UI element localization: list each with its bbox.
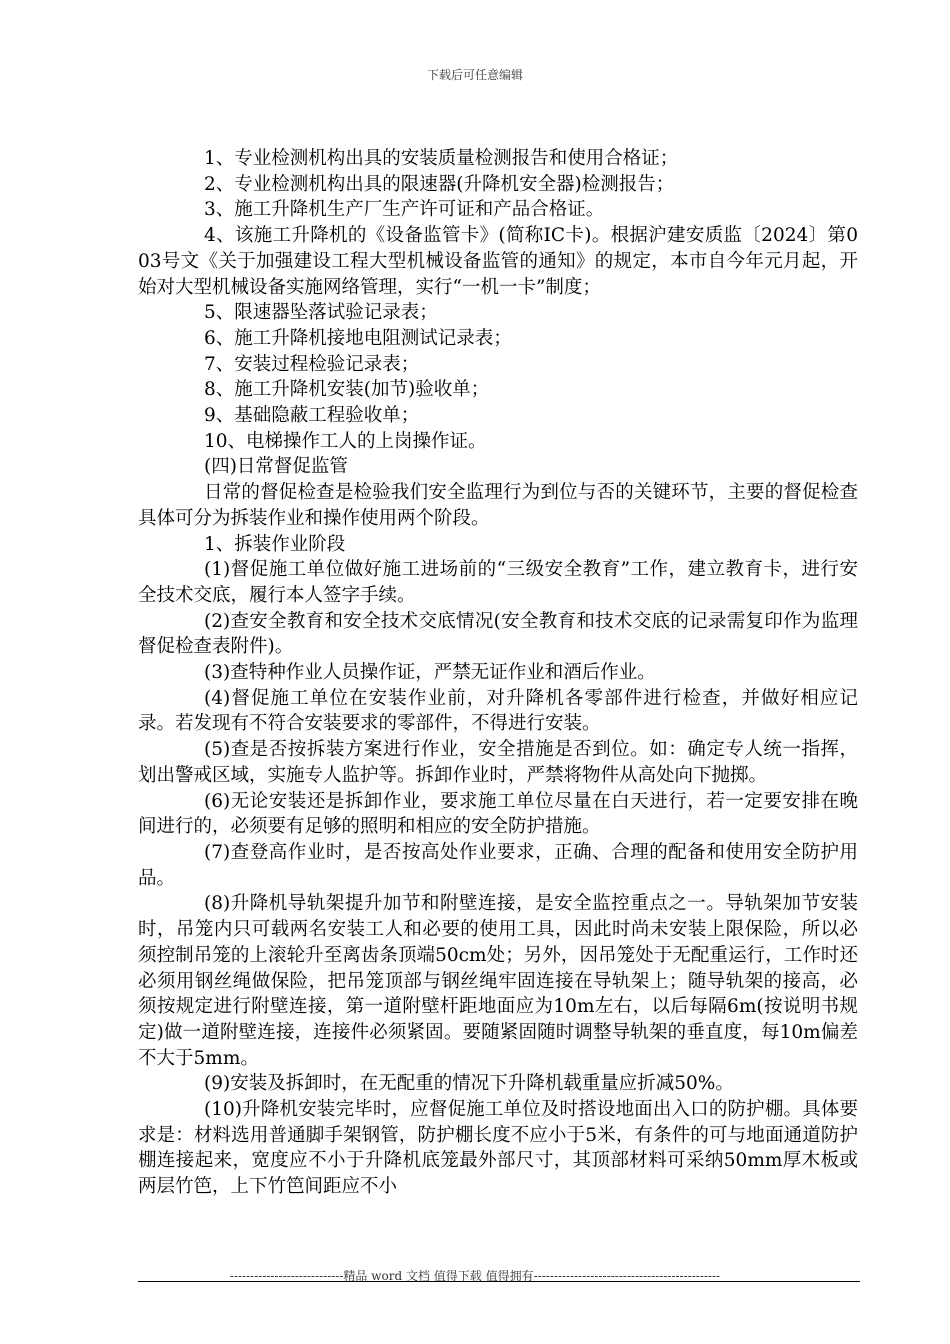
paragraph: (7)查登高作业时，是否按高处作业要求，正确、合理的配备和使用安全防护用品。 [138,841,858,889]
paragraph: (9)安装及拆卸时，在无配重的情况下升降机载重量应折减50%。 [204,1073,734,1095]
paragraph: (2)查安全教育和安全技术交底情况(安全教育和技术交底的记录需复印作为监理督促检查表附件)。 [138,610,858,658]
paragraph: 1、专业检测机构出具的安装质量检测报告和使用合格证； [204,148,679,169]
page-header: 下载后可任意编辑 [426,68,523,82]
paragraph: 5、限速器坠落试验记录表； [204,302,438,324]
subsection-heading: 1、拆装作业阶段 [204,533,346,555]
document-body [138,146,858,1200]
paragraph: 9、基础隐蔽工程验收单； [204,405,420,427]
paragraph: (8)升降机导轨架提升加节和附壁连接，是安全监控重点之一。导轨架加节安装时，吊笼内只可载两名安装工人和必要的使用工具，因此时尚未安装上限保险，所以必须控制吊笼的上滚轮升至离齿条顶端50cm处；另外，因吊笼处于无配重运行，工作时还必须用钢丝绳做保险，把吊笼顶部与钢丝绳牢固连接在导轨架上；随导轨架的接高，必须按规定进行附壁连接，第一道附壁杆距地面应为10m左右，以后每隔6m(按说明书规定)做一道附壁连接，连接件必须紧固。要随紧固随时调整导轨架的垂直度，每10m偏差不大于5mm。 [138,893,858,1069]
paragraph: 日常的督促检查是检验我们安全监理行为到位与否的关键环节，主要的督促检查具体可分为拆装作业和操作使用两个阶段。 [138,482,858,529]
footer-divider [138,1281,860,1282]
paragraph: (10)升降机安装完毕时，应督促施工单位及时搭设地面出入口的防护棚。具体要求是：材料选用普通脚手架钢管，防护棚长度不应小于5米，有条件的可与地面通道防护棚连接起来，宽度应不小于升降机底笼最外部尺寸，其顶部材料可采纳50mm厚木板或两层竹笆，上下竹笆间距应不小 [138,1099,858,1198]
paragraph: 4、该施工升降机的《设备监管卡》(简称IC卡)。根据沪建安质监〔2024〕第003号文《关于加强建设工程大型机械设备监管的通知》的规定，本市自今年元月起，开始对大型机械设备实施网络管理，实行“一机一卡”制度； [138,225,858,298]
paragraph: (4)督促施工单位在安装作业前，对升降机各零部件进行检查，并做好相应记录。若发现有不符合安装要求的零部件，不得进行安装。 [138,687,858,735]
paragraph: (3)查特种作业人员操作证，严禁无证作业和酒后作业。 [204,662,656,684]
paragraph: 7、安装过程检验记录表； [204,353,420,375]
paragraph: 10、电梯操作工人的上岗操作证。 [204,430,487,452]
paragraph: (5)查是否按拆装方案进行作业，安全措施是否到位。如：确定专人统一指挥，划出警戒区域，实施专人监护等。拆卸作业时，严禁将物件从高处向下抛掷。 [138,739,858,786]
section-heading: (四)日常督促监管 [204,456,348,478]
paragraph: 2、专业检测机构出具的限速器(升降机安全器)检测报告； [204,173,675,195]
paragraph: 6、施工升降机接地电阻测试记录表； [204,327,512,349]
paragraph: (1)督促施工单位做好施工进场前的“三级安全教育”工作，建立教育卡，进行安全技术交底，履行本人签字手续。 [138,559,858,606]
paragraph: (6)无论安装还是拆卸作业，要求施工单位尽量在白天进行，若一定要安排在晚间进行的，必须要有足够的照明和相应的安全防护措施。 [138,790,858,838]
paragraph: 3、施工升降机生产厂生产许可证和产品合格证。 [204,199,605,221]
paragraph: 8、施工升降机安装(加节)验收单； [204,379,490,401]
page-footer: ----------------------------精品 word 文档 值得下载 值得拥有---------------------------------------------- [229,1269,721,1283]
